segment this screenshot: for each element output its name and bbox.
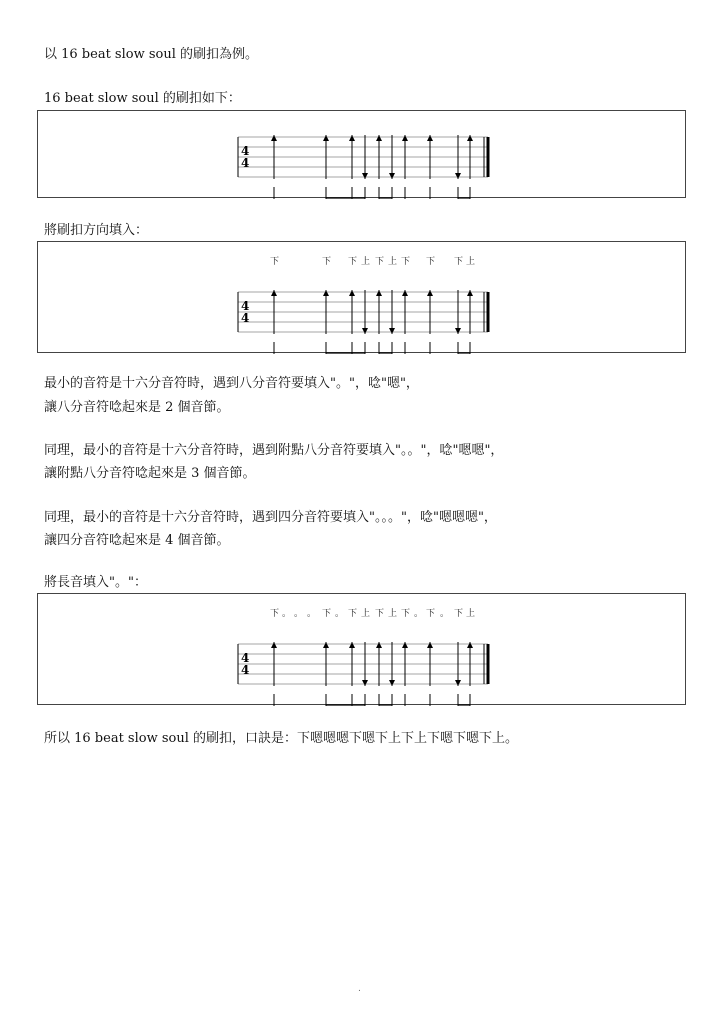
strum-staff-plain (37, 110, 686, 198)
strum-mnemonic-label: 下 (270, 609, 280, 619)
strum-mnemonic-label: 。 (414, 609, 424, 619)
strum-mnemonic-label: 。 (282, 609, 292, 619)
up-arrow-icon (323, 135, 329, 141)
up-arrow-icon (427, 135, 433, 141)
strum-mnemonic-label: 下 (401, 609, 411, 619)
strum-direction-label: 上 (466, 257, 476, 267)
pattern-heading: 16 beat slow soul 的刷扣如下： (44, 91, 241, 106)
mnemonic-conclusion: 所以 16 beat slow soul 的刷扣，口訣是：下嗯嗯嗯下嗯下上下上下嗯下嗯下上。 (44, 731, 519, 746)
strum-direction-label: 下 (426, 257, 436, 267)
time-signature-bottom: 4 (241, 663, 250, 677)
strum-staff-directions (37, 241, 686, 353)
up-arrow-icon (271, 290, 277, 296)
strum-direction-label: 下 (322, 257, 332, 267)
strum-staff-svg (38, 242, 687, 354)
strum-mnemonic-label: 下 (426, 609, 436, 619)
down-arrow-icon (389, 328, 395, 334)
quarter-note-rule-cont: 讓四分音符唸起來是 4 個音節。 (44, 533, 230, 548)
strum-mnemonic-label: 上 (361, 609, 371, 619)
down-arrow-icon (389, 680, 395, 686)
up-arrow-icon (271, 642, 277, 648)
down-arrow-icon (362, 328, 368, 334)
strum-mnemonic-label: 。 (294, 609, 304, 619)
down-arrow-icon (455, 173, 461, 179)
down-arrow-icon (389, 173, 395, 179)
up-arrow-icon (349, 135, 355, 141)
strum-mnemonic-label: 下 (322, 609, 332, 619)
strum-mnemonic-label: 上 (466, 609, 476, 619)
strum-direction-label: 下 (348, 257, 358, 267)
dotted-eighth-rule: 同理，最小的音符是十六分音符時，遇到附點八分音符要填入"。。"，唸"嗯嗯"， (44, 443, 504, 458)
up-arrow-icon (376, 290, 382, 296)
eighth-note-rule-cont: 讓八分音符唸起來是 2 個音節。 (44, 400, 230, 415)
strum-mnemonic-label: 。 (307, 609, 317, 619)
up-arrow-icon (323, 290, 329, 296)
time-signature-top: 4 (241, 651, 250, 665)
strum-direction-label: 上 (361, 257, 371, 267)
up-arrow-icon (467, 290, 473, 296)
strum-direction-label: 上 (388, 257, 398, 267)
time-signature-top: 4 (241, 299, 250, 313)
strum-direction-label: 下 (454, 257, 464, 267)
strum-direction-label: 下 (375, 257, 385, 267)
direction-heading: 將刷扣方向填入： (44, 223, 149, 238)
strum-mnemonic-label: 下 (454, 609, 464, 619)
up-arrow-icon (376, 642, 382, 648)
strum-staff-long-notes (37, 593, 686, 705)
down-arrow-icon (455, 680, 461, 686)
time-signature-top: 4 (241, 144, 250, 158)
strum-direction-label: 下 (401, 257, 411, 267)
up-arrow-icon (467, 642, 473, 648)
time-signature-bottom: 4 (241, 311, 250, 325)
strum-mnemonic-label: 上 (388, 609, 398, 619)
up-arrow-icon (402, 642, 408, 648)
up-arrow-icon (376, 135, 382, 141)
strum-staff-svg (38, 594, 687, 706)
up-arrow-icon (427, 642, 433, 648)
strum-mnemonic-label: 下 (375, 609, 385, 619)
up-arrow-icon (402, 290, 408, 296)
strum-direction-label: 下 (270, 257, 280, 267)
up-arrow-icon (349, 642, 355, 648)
down-arrow-icon (455, 328, 461, 334)
intro-text: 以 16 beat slow soul 的刷扣為例。 (44, 47, 259, 62)
long-note-heading: 將長音填入"。"： (44, 575, 147, 590)
up-arrow-icon (467, 135, 473, 141)
up-arrow-icon (323, 642, 329, 648)
dotted-eighth-rule-cont: 讓附點八分音符唸起來是 3 個音節。 (44, 466, 256, 481)
page-footer-mark: . (358, 984, 361, 994)
strum-mnemonic-label: 。 (440, 609, 450, 619)
up-arrow-icon (402, 135, 408, 141)
up-arrow-icon (427, 290, 433, 296)
down-arrow-icon (362, 173, 368, 179)
strum-mnemonic-label: 。 (335, 609, 345, 619)
strum-mnemonic-label: 下 (348, 609, 358, 619)
eighth-note-rule: 最小的音符是十六分音符時，遇到八分音符要填入"。"，唸"嗯"， (44, 376, 419, 391)
down-arrow-icon (362, 680, 368, 686)
time-signature-bottom: 4 (241, 156, 250, 170)
up-arrow-icon (349, 290, 355, 296)
up-arrow-icon (271, 135, 277, 141)
strum-staff-svg (38, 111, 687, 199)
quarter-note-rule: 同理，最小的音符是十六分音符時，遇到四分音符要填入"。。。"，唸"嗯嗯嗯"， (44, 510, 497, 525)
